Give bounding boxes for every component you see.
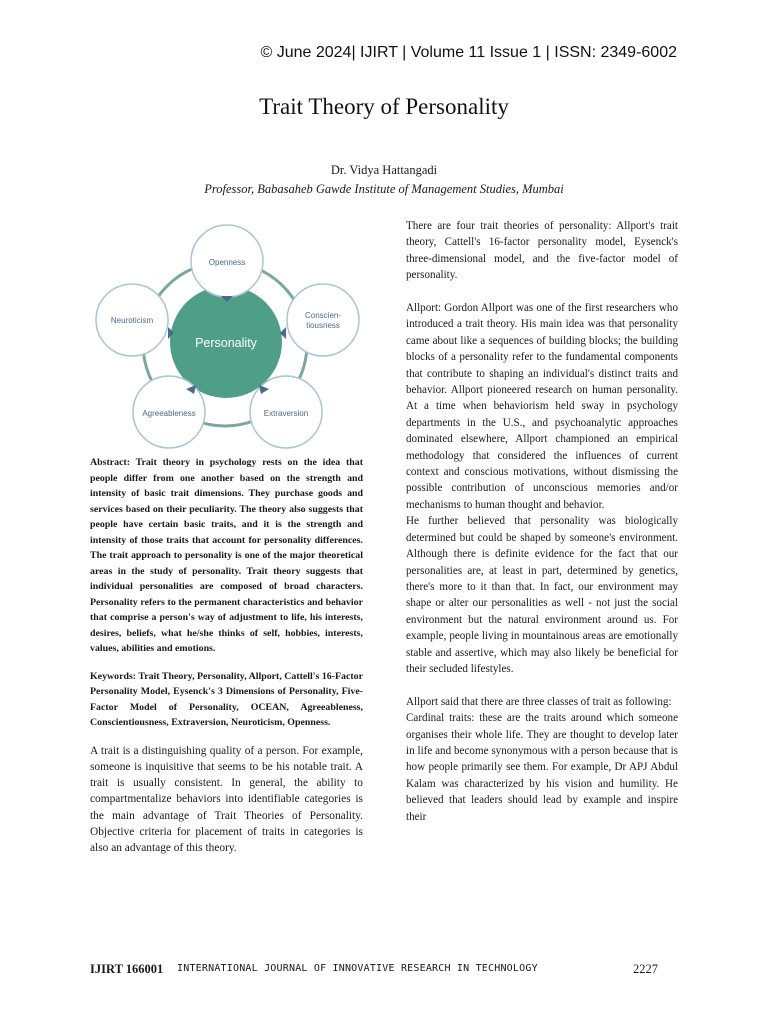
abstract-section: [90, 455, 363, 657]
conscientiousness-node: [287, 284, 359, 356]
allport-paragraph: Allport: Gordon Allport was one of the first researchers who introduced a trait theory. His main idea was that personality came about like a sequences of building blocks; the building blocks of a personality refer to the fundamental components that contribute to shaping an individual's distinct traits and behavior. Allport pioneered research on human personality. At a time when behaviorism held sway in psychology departments in the U.S., and psychoanalytic approaches dominated elsewhere, Allport championed an empirical methodology that considered the influences of current context and conscious motivations, without dismissing the possible contribution of unconscious memories and/or mechanisms to human thought and behavior.: [406, 302, 678, 511]
author-affiliation: Professor, Babasaheb Gawde Institute of Management Studies, Mumbai: [204, 182, 564, 196]
svg-text:Openness: Openness: [208, 258, 246, 267]
journal-name: INTERNATIONAL JOURNAL OF INNOVATIVE RESEARCH IN TECHNOLOGY: [177, 963, 538, 974]
allport-biology-paragraph: He further believed that personality was biologically determined but could be shaped by someone's environment. Although there is definite evidence for the fact that our personalities are, at least in part, determined by genetics, there's more to it than that. In fact, our environment may shape or alter our personalities as well - not just the social environment but the natural environment around us. For example, people living in mountainous areas are emotionally stable and assertive, which may also likely be beneficial for their secluded lifestyles.: [406, 515, 678, 675]
page-footer: [90, 962, 678, 982]
right-column: [406, 218, 678, 825]
abstract-text: Abstract: Trait theory in psychology rests on the idea that people differ from one another based on the strength and intensity of basic trait dimensions. They purchase goods and services based on their peculiarity. The theory also suggests that people have certain basic traits, and it is the strength and intensity of those traits that account for personality differences. The trait approach to personality is one of the major theoretical areas in the study of personality. Trait theory suggests that individual personalities are composed of broad characters. Personality refers to the permanent characteristics and behavior that comprise a person's way of adjustment to life, his interests, desires, beliefs, what he/she thinks of self, hobbies, interests, values, abilities and emotions.: [90, 457, 363, 654]
cardinal-traits-paragraph: Cardinal traits: these are the traits around which someone organises their whole life. They are thought to develop later in life and become synonymous with a person because that is how people primarily see them. For example, Dr APJ Abdul Kalam was characterized by his vision and humility. He believed that leaders should lead by example and inspire their: [406, 712, 678, 823]
paper-title: Trait Theory of Personality: [259, 94, 509, 119]
intro-paragraph: A trait is a distinguishing quality of a person. For example, someone is inquisitive that seems to be his notable trait. A trait is usually consistent. In general, the ability to compartmentalize behaviors into identifiable categories is the main advantage of Trait Theories of Personality. Objective criteria for placement of traits in categories is also an advantage of this theory.: [90, 744, 363, 855]
page-number: 2227: [633, 962, 658, 976]
svg-text:Agreeableness: Agreeableness: [142, 409, 196, 418]
svg-text:Extraversion: Extraversion: [263, 409, 309, 418]
paper-reference-id: IJIRT 166001: [90, 962, 164, 976]
openness-node: [191, 225, 263, 297]
left-column: [90, 455, 363, 857]
trait-theories-overview: There are four trait theories of personality: Allport's trait theory, Cattell's 16-factor personality model, Eysenck's three-dimensional model, and the five-factor model of personality.: [406, 220, 678, 282]
svg-text:Neuroticism: Neuroticism: [110, 316, 154, 325]
author-name: Dr. Vidya Hattangadi: [330, 163, 438, 177]
journal-citation-header: © June 2024| IJIRT | Volume 11 Issue 1 | ISSN: 2349-6002: [260, 44, 677, 61]
trait-classes-intro: Allport said that there are three classes of trait as following:: [406, 695, 672, 708]
diagram-svg: [90, 224, 360, 452]
center-label: Personality: [195, 336, 257, 350]
personality-traits-diagram: [90, 224, 360, 452]
keywords-text: Keywords: Trait Theory, Personality, Allport, Cattell's 16-Factor Personality Model, Eysenck's 3 Dimensions of Personality, Five-Factor Model of Personality, OCEAN, Agreeableness, Conscientiousness, Extraversion, Neuroticism, Openness.: [90, 670, 363, 728]
svg-text:tiousness: tiousness: [306, 321, 340, 330]
keywords-section: [90, 669, 363, 731]
neuroticism-node: [96, 284, 168, 356]
svg-text:Conscien-: Conscien-: [304, 311, 342, 320]
